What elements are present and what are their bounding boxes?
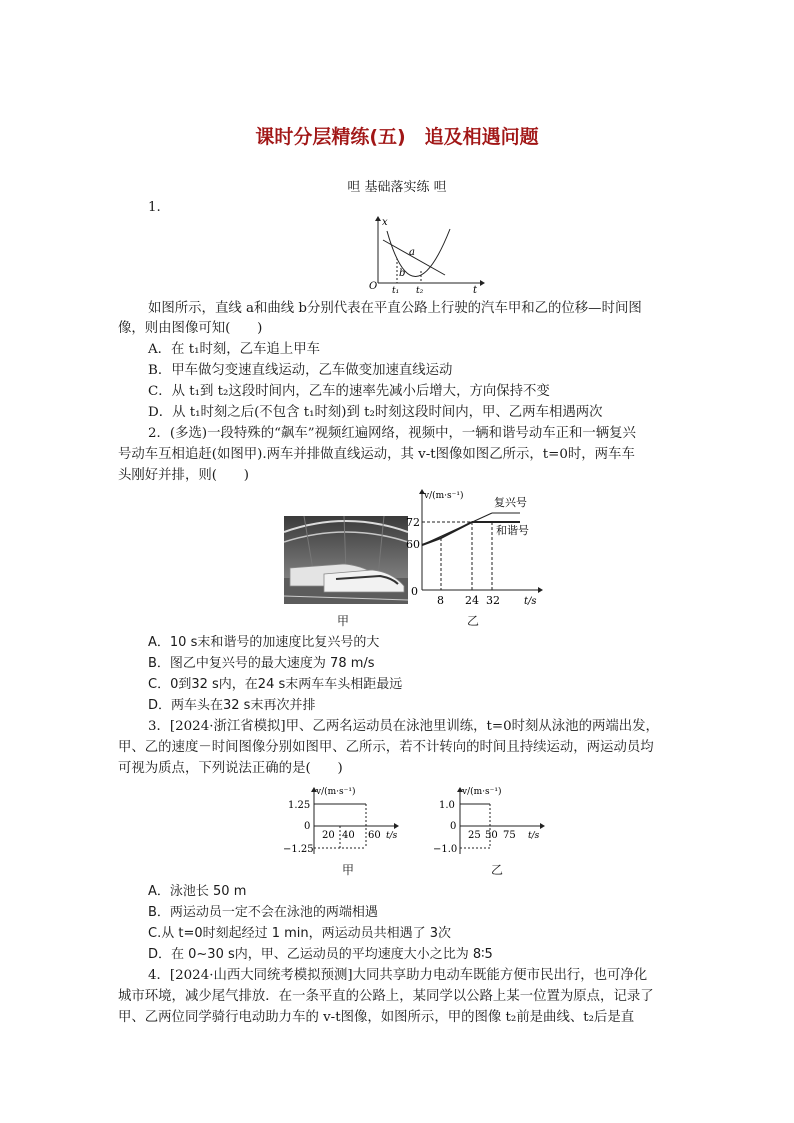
q3-yi-zero: 0: [450, 821, 457, 832]
q1-option-a: A．在 t₁时刻，乙车追上甲车: [148, 342, 320, 357]
q1-option-d: D．从 t₁时刻之后(不包含 t₁时刻)到 t₂时刻这段时间内，甲、乙两车相遇两次: [148, 405, 603, 420]
q3-jia-ybot: −1.25: [283, 844, 314, 855]
q1-t2-label: t₂: [416, 286, 424, 293]
q2-option-a: A．10 s末和谐号的加速度比复兴号的大: [148, 635, 380, 650]
q1-number: 1.: [148, 200, 161, 215]
q2-chart-caption: 乙: [467, 614, 480, 628]
q3-yi-x50: 50: [485, 830, 498, 841]
q3-yi-ylabel: v/(m·s⁻¹): [462, 787, 502, 797]
q3-jia-x20: 20: [322, 830, 335, 841]
q1-b-label: b: [399, 268, 406, 279]
q2-fuxing-label: 复兴号: [494, 496, 527, 509]
q2-hexie-label: 和谐号: [496, 524, 529, 537]
q1-stem-line1: 如图所示，直线 a和曲线 b分别代表在平直公路上行驶的汽车甲和乙的位移—时间图: [148, 301, 642, 316]
q1-stem-line2: 像，则由图像可知( ): [118, 321, 263, 336]
q3-jia-x40: 40: [342, 830, 355, 841]
q1-option-c: C．从 t₁到 t₂这段时间内，乙车的速率先减小后增大，方向保持不变: [148, 384, 550, 399]
page-title: 课时分层精练(五) 追及相遇问题: [255, 126, 539, 148]
hexie-line-first: [422, 538, 441, 545]
q2-ytick-72: 72: [406, 516, 420, 529]
q3-yi-caption: 乙: [491, 863, 504, 877]
q1-t-label: t: [473, 285, 478, 293]
q3-jia-x60: 60: [368, 830, 381, 841]
q3-jia-ytop: 1.25: [288, 800, 311, 811]
q2-stem-line1: 2．(多选)一段特殊的“飙车”视频红遍网络，视频中，一辆和谐号动车正和一辆复兴: [148, 426, 636, 441]
q2-ylabel: v/(m·s⁻¹): [424, 491, 464, 501]
q3-graph-yi: [428, 784, 548, 864]
q2-option-b: B．图乙中复兴号的最大速度为 78 m/s: [148, 656, 375, 671]
q3-yi-ytop: 1.0: [439, 800, 455, 811]
q4-stem-line1: 4．[2024·山西大同统考模拟预测]大同共享助力电动车既能方便市民出行，也可净化: [148, 968, 648, 983]
q3-option-c: C.从 t=0时刻起经过 1 min，两运动员共相遇了 3次: [148, 926, 452, 941]
q3-jia-ylabel: v/(m·s⁻¹): [316, 787, 356, 797]
q3-jia-xlabel: t/s: [386, 831, 398, 841]
q2-vt-chart: [398, 484, 548, 608]
q1-option-b: B．甲车做匀变速直线运动，乙车做变加速直线运动: [148, 363, 453, 378]
q2-stem-line3: 头刚好并排，则( ): [118, 468, 249, 483]
q2-xtick-8: 8: [437, 594, 444, 607]
q3-option-d: D．在 0~30 s内，甲、乙运动员的平均速度大小之比为 8∶5: [148, 947, 493, 962]
q2-ytick-60: 60: [406, 538, 420, 551]
q1-x-label: x: [382, 217, 388, 228]
bullet-train-photo: [284, 516, 408, 604]
q3-yi-ybot: −1.0: [433, 844, 458, 855]
q3-jia-zero: 0: [304, 821, 311, 832]
q3-stem-line2: 甲、乙的速度－时间图像分别如图甲、乙所示，若不计转向的时间且持续运动，两运动员均: [118, 740, 654, 755]
q2-xtick-32: 32: [486, 594, 500, 607]
q3-graph-jia: [282, 784, 402, 864]
hexie-line-second: [441, 522, 472, 538]
q1-t1-label: t₁: [392, 286, 400, 293]
q3-yi-x25: 25: [468, 830, 481, 841]
q2-option-c: C．0到32 s内，在24 s末两车车头相距最远: [148, 677, 403, 692]
q1-a-label: a: [409, 247, 415, 258]
q2-origin: 0: [411, 585, 418, 598]
q1-origin: O: [369, 281, 378, 292]
q3-option-a: A．泳池长 50 m: [148, 884, 247, 899]
q3-jia-caption: 甲: [342, 863, 355, 877]
q3-stem-line1: 3．[2024·浙江省模拟]甲、乙两名运动员在泳池里训练，t=0时刻从泳池的两端出发，: [148, 719, 659, 734]
q2-option-d: D．两车头在32 s末再次并排: [148, 698, 316, 713]
q2-stem-line2: 号动车互相追赶(如图甲).两车并排做直线运动，其 v-t图像如图乙所示，t=0时，两车车: [118, 447, 635, 462]
q4-stem-line3: 甲、乙两位同学骑行电动助力车的 v-t图像，如图所示，甲的图像 t₂前是曲线、t₂后是直: [118, 1010, 635, 1025]
q2-photo-caption: 甲: [337, 614, 350, 628]
q3-option-b: B．两运动员一定不会在泳池的两端相遇: [148, 905, 378, 920]
q3-stem-line3: 可视为质点，下列说法正确的是( ): [118, 761, 343, 776]
section-heading: 呾 基础落实练 呾: [347, 180, 447, 195]
q3-yi-x75: 75: [503, 830, 516, 841]
q4-stem-line2: 城市环境，减少尾气排放．在一条平直的公路上，某同学以公路上某一位置为原点，记录了: [118, 989, 654, 1004]
curve-b: [387, 229, 450, 277]
q2-xtick-24: 24: [465, 594, 479, 607]
q2-xlabel: t/s: [524, 596, 537, 607]
q3-yi-xlabel: t/s: [528, 831, 540, 841]
q1-xt-graph: [365, 213, 485, 293]
